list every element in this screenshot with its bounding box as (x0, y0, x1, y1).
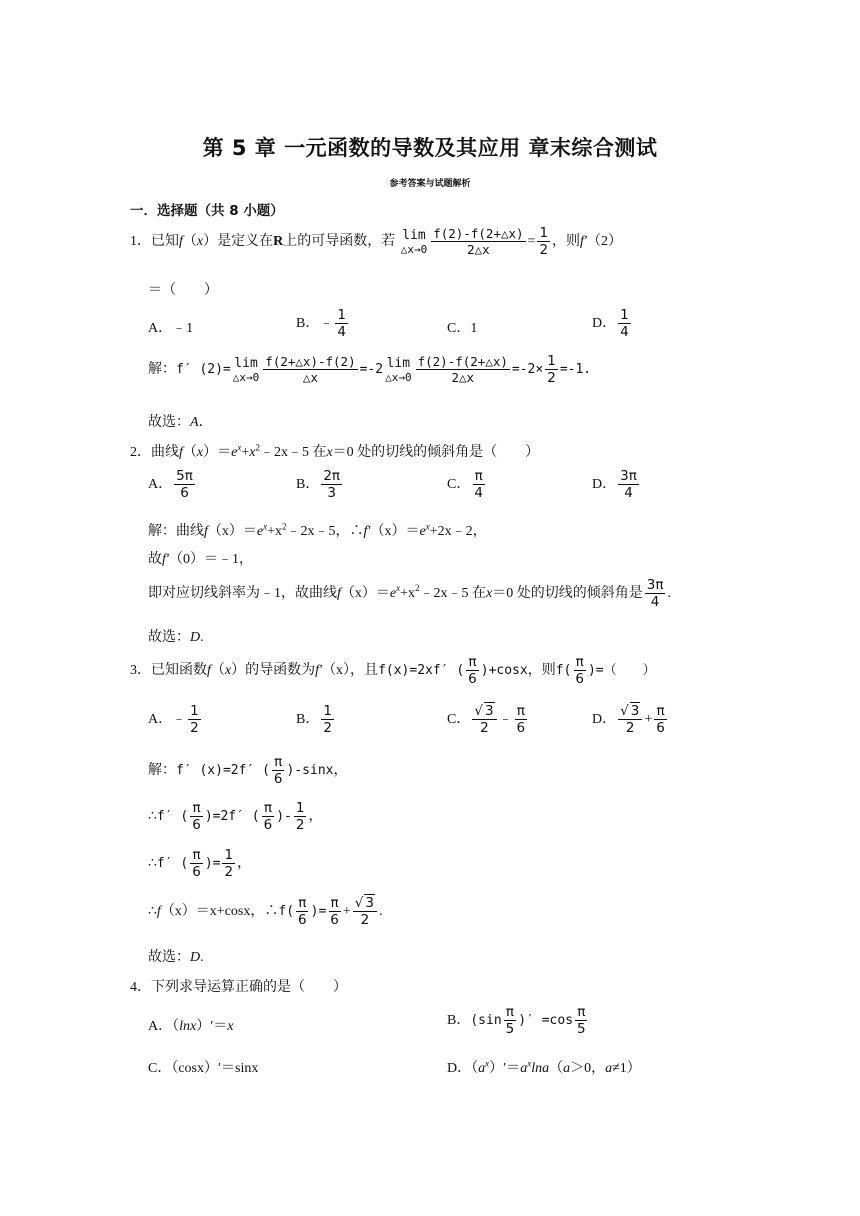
option-text: ＞0， (570, 1061, 606, 1076)
q2-e: e (231, 445, 238, 460)
frac-num: f(2)-f(2+△x) (433, 226, 524, 242)
sol-text: + (342, 903, 351, 919)
frac-den: △x (302, 370, 318, 386)
sol-text: f′ ( (156, 855, 189, 871)
frac-num: √ 3 (353, 896, 377, 912)
sol-exp: x (396, 583, 401, 594)
lim-word: lim (386, 355, 411, 371)
solution-label: 解： (148, 762, 176, 778)
option-label: C． (447, 711, 471, 727)
sqrt-radicand: 3 (484, 703, 494, 719)
lim-word: lim (402, 227, 426, 243)
q3-solution-line4 (148, 896, 382, 927)
frac-num: 1 (190, 703, 199, 719)
frac-num: π (274, 754, 283, 770)
q3-solution-line2 (148, 801, 322, 832)
frac-num: √ 3 (472, 704, 496, 720)
q2-solution-line3 (148, 578, 671, 609)
sol-frac (222, 848, 235, 879)
frac-num: π (656, 703, 665, 719)
frac-den: 6 (192, 817, 201, 834)
frac-den: 4 (624, 485, 633, 502)
frac-den: 6 (656, 720, 665, 737)
sol-text: +x (267, 524, 283, 539)
option-exp: x (527, 1058, 532, 1069)
q3-expr: f( (555, 662, 572, 678)
frac-den: 2 (480, 720, 489, 737)
frac-num: √ 3 (618, 704, 642, 720)
option-text: A．（ (148, 1019, 180, 1034)
option-frac (575, 1005, 588, 1036)
sol-frac (645, 578, 666, 609)
sol-f: f (337, 585, 341, 601)
frac-num: 5π (176, 468, 193, 484)
frac-den: 2△x (467, 242, 490, 258)
q3-answer (148, 946, 204, 966)
frac-den: 6 (575, 671, 584, 688)
sol-text: =-1. (559, 361, 592, 377)
option-frac (472, 704, 496, 735)
q2-text: + (241, 445, 250, 460)
page-title: 第 5 章 一元函数的导数及其应用 章末综合测试 (202, 136, 658, 160)
sol-limit (233, 357, 260, 383)
sol-text: （x）＝ (207, 524, 257, 539)
frac-den: 2 (360, 912, 370, 929)
frac-num: f(2+△x)-f(2) (265, 354, 356, 370)
option-label: B． (296, 711, 320, 727)
q4-option-b (447, 1005, 590, 1036)
sol-frac (328, 896, 341, 927)
q1-R: R (273, 233, 284, 249)
q2-exp: x (237, 442, 242, 453)
q1-answer (148, 411, 213, 431)
q3-option-a (148, 704, 203, 735)
lim-sub: △x→0 (385, 370, 412, 384)
q3-text: 3．已知函数 (130, 662, 207, 678)
sol-text: 故 (148, 552, 162, 567)
q3-text: ，则 (527, 662, 556, 678)
q2-text: 2．曲线 (130, 445, 179, 460)
answer-end: . (200, 950, 204, 965)
q3-expr: f(x)=2xf′ ( (378, 662, 465, 678)
option-label: B． (447, 1012, 471, 1028)
option-frac (321, 469, 342, 500)
sol-text: f′ (2)= (176, 361, 231, 377)
frac-den: 4 (337, 324, 346, 341)
sol-text: ， (237, 855, 252, 871)
option-math: a (605, 1061, 613, 1076)
q2-x: x (326, 445, 333, 460)
frac-num: π (192, 847, 201, 863)
q3-f: f (207, 662, 211, 678)
sol-e: e (389, 585, 397, 601)
lim-sub: △x→0 (400, 242, 428, 256)
q1-text: 上的可导函数，若 (283, 233, 396, 249)
q1-text: （ (182, 233, 197, 249)
sol-text: 即对应切线斜率为﹣1，故曲线 (148, 585, 337, 601)
option-label: D． (592, 711, 617, 727)
q2-text: ﹣2x﹣5 在 (259, 445, 327, 460)
frac-den: 2 (625, 720, 635, 737)
q1-option-a: A．﹣1 (148, 321, 194, 336)
sol-frac (296, 896, 309, 927)
frac-num: 1 (620, 307, 629, 323)
q2-f: f (179, 445, 183, 460)
option-math: lna (531, 1061, 550, 1076)
frac-den: 2 (190, 720, 199, 737)
frac-num: 1 (337, 307, 346, 323)
q3-x: x (224, 662, 232, 678)
q3-expr: )+cosx (480, 662, 528, 678)
q1-text: （2） (587, 233, 622, 249)
frac-den: 2 (224, 864, 234, 881)
q2-x: x (196, 445, 204, 460)
answer-end: ． (198, 415, 213, 430)
sol-text: 解：曲线 (148, 524, 204, 539)
option-frac (188, 704, 201, 735)
frac-den: 3 (327, 485, 336, 502)
frac-den: 2 (547, 370, 556, 387)
frac-num: π (505, 1004, 515, 1020)
sol-text: （0）＝﹣1， (168, 552, 253, 567)
option-frac (618, 704, 642, 735)
q3-text: ）的导函数为 (231, 662, 316, 678)
q4-option-c: C．（cosx）′＝sinx (148, 1061, 259, 1076)
sol-fprime: f′ (162, 552, 169, 567)
frac-num: 1 (323, 703, 332, 719)
q4-option-a (148, 1015, 234, 1035)
frac-den: 6 (468, 671, 477, 688)
q2-stem (130, 441, 539, 461)
q3-text: （x），且 (322, 662, 379, 678)
option-exp: x (485, 1058, 490, 1069)
answer-label: 故选： (148, 950, 190, 965)
q3-stem (130, 655, 656, 686)
sol-text: ＝0 处的切线的倾斜角是 (492, 585, 643, 601)
q3-option-d (592, 704, 669, 735)
frac-den: 2△x (451, 370, 475, 386)
q1-text: ）是定义在 (203, 233, 274, 249)
sol-f: f (156, 903, 161, 919)
frac-den: 2 (539, 242, 549, 259)
answer-label: 故选： (148, 415, 190, 430)
q2-text: ）＝ (203, 445, 232, 460)
frac-den: 6 (273, 771, 283, 788)
q2-exp: 2 (255, 442, 260, 453)
option-math: x (227, 1019, 234, 1034)
sol-frac (190, 848, 203, 879)
q4-stem: 4．下列求导运算正确的是（ ） (130, 980, 347, 995)
frac-num: 1 (295, 800, 305, 816)
sol-exp: 2 (282, 521, 287, 532)
sol-text: . (667, 585, 671, 601)
q3-option-c (447, 704, 529, 735)
sol-text: . (378, 903, 383, 919)
sol-fprime: f′ (363, 524, 371, 539)
option-label: B． (296, 476, 320, 492)
q2-answer (148, 626, 204, 646)
sol-x: x (486, 585, 493, 601)
frac-num: 3π (620, 468, 637, 484)
frac-num: π (192, 800, 201, 816)
sol-text: ， (333, 762, 348, 778)
sol-text: )- (276, 808, 292, 824)
q2-option-d (592, 469, 641, 500)
option-label: D． (592, 315, 617, 331)
option-text: ）′＝ (489, 1061, 521, 1076)
sol-text: +x (400, 585, 416, 601)
option-frac (618, 469, 639, 500)
sol-exp: x (425, 521, 430, 532)
frac-den: 6 (516, 720, 526, 737)
q1-eq: = (527, 233, 536, 249)
frac-den: 2 (295, 817, 305, 834)
sol-fraction (416, 355, 510, 384)
frac-num: 2π (323, 468, 341, 484)
option-label: A． (148, 476, 173, 492)
option-frac (504, 1005, 517, 1036)
q1-option-c: C．1 (447, 321, 478, 336)
option-math: a (520, 1061, 528, 1076)
sol-half (545, 354, 558, 385)
q1-stem (130, 226, 622, 257)
frac-den: 6 (330, 912, 339, 929)
sol-text: （x）＝ (340, 585, 390, 601)
q2-option-a (148, 469, 197, 500)
option-sign: + (644, 711, 653, 727)
sol-limit (385, 357, 412, 383)
q1-fraction (431, 227, 525, 256)
option-text: D．（ (447, 1061, 479, 1076)
option-frac (321, 704, 334, 735)
q3-option-b (296, 704, 336, 735)
option-math: lnx (179, 1019, 197, 1034)
sol-text: f( (278, 903, 295, 919)
frac-den: 2 (323, 720, 332, 737)
q2-option-b (296, 469, 344, 500)
q1-fprime: f′ (580, 233, 587, 249)
q1-stem-cont: ＝（ ） (148, 283, 218, 298)
q3-solution-line3 (148, 848, 251, 879)
sol-text: )= (310, 903, 327, 919)
answer-label: 故选： (148, 630, 190, 645)
option-label: C． (447, 476, 471, 492)
q1-option-b (296, 308, 350, 339)
lim-sub: △x→0 (232, 370, 260, 384)
frac-num: 3π (646, 577, 664, 593)
answer-choice: D (190, 950, 201, 965)
frac-den: 4 (620, 324, 629, 341)
sol-therefore: ∴ (148, 808, 157, 824)
sol-fraction (263, 355, 357, 384)
frac-num: 1 (547, 353, 556, 369)
sol-text: =-2× (511, 361, 544, 377)
frac-num: π (330, 895, 339, 911)
frac-num: π (468, 654, 477, 670)
sol-text: ﹣2x﹣5，∴ (286, 524, 364, 539)
sol-text: f′ ( (156, 808, 189, 824)
frac-num: 1 (539, 225, 549, 241)
q1-x: x (196, 233, 204, 249)
sol-e: e (419, 524, 426, 539)
sol-text: )-sinx (286, 762, 334, 778)
option-math: a (563, 1061, 571, 1076)
answer-choice: D (190, 630, 201, 645)
option-frac (618, 308, 631, 339)
q2-text: ＝0 处的切线的倾斜角是（ ） (332, 445, 540, 460)
option-math: (sin (470, 1012, 502, 1028)
page-subtitle: 参考答案与试题解析 (389, 179, 471, 189)
frac-num: π (474, 468, 483, 484)
frac-den: 4 (650, 594, 660, 611)
option-frac (174, 469, 195, 500)
frac-num: π (298, 895, 307, 911)
sol-text: f′ (x)=2f′ ( (176, 762, 270, 778)
frac-den: 6 (298, 912, 307, 929)
frac-den: 5 (577, 1021, 586, 1038)
sol-f: f (204, 524, 208, 539)
option-text: ）′＝ (196, 1019, 228, 1034)
option-text: （ (549, 1061, 564, 1076)
sol-frac (190, 801, 203, 832)
frac-num: f(2)-f(2+△x) (417, 354, 508, 370)
answer-choice: A (190, 415, 199, 430)
q2-text: （ (182, 445, 197, 460)
option-sign: ﹣ (319, 315, 334, 331)
answer-end: . (200, 630, 204, 645)
sol-text: ﹣2x﹣5 在 (419, 585, 487, 601)
sol-therefore: ∴ (148, 903, 157, 919)
q3-expr: )=（ ） (587, 662, 656, 678)
frac-den: 5 (505, 1021, 515, 1038)
frac-den: 6 (180, 485, 189, 502)
option-text: ≠1） (612, 1061, 641, 1076)
frac-den: 4 (474, 485, 483, 502)
option-sign: ﹣ (498, 711, 513, 727)
q1-text: ，则 (552, 233, 581, 249)
q2-solution-line2 (148, 548, 253, 568)
sol-frac (294, 801, 307, 832)
q1-option-d (592, 308, 633, 339)
option-frac (515, 704, 528, 735)
q1-limit (401, 229, 428, 255)
q2-x: x (249, 445, 256, 460)
sol-text: )= (204, 855, 221, 871)
lim-word: lim (234, 355, 258, 371)
option-label: A． (148, 711, 173, 727)
sol-exp: x (263, 521, 268, 532)
q4-option-d (447, 1057, 641, 1077)
q2-solution-line1 (148, 520, 487, 540)
q3-pi-frac (466, 655, 479, 686)
sol-text: )=2f′ ( (204, 808, 260, 824)
option-label: B． (296, 315, 320, 331)
frac-den: 6 (192, 864, 201, 881)
section-heading: 一．选择题（共 8 小题） (130, 203, 284, 219)
q3-text: （ (210, 662, 225, 678)
option-math: a (478, 1061, 486, 1076)
q1-f: f (179, 233, 183, 249)
sol-exp: 2 (415, 583, 420, 594)
option-frac (472, 469, 485, 500)
sol-text: +2x﹣2， (429, 524, 487, 539)
q1-half (537, 226, 550, 257)
q1-text: 1．已知 (130, 233, 179, 249)
sol-frac (262, 801, 275, 832)
sol-e: e (256, 524, 264, 539)
q1-solution (148, 354, 591, 385)
q2-option-c (447, 469, 487, 500)
sol-text: （x）＝x+cosx，∴ (160, 903, 279, 919)
q3-solution-line1 (148, 755, 347, 786)
sol-text: ， (308, 808, 323, 824)
sqrt-radicand: 3 (630, 703, 640, 719)
frac-num: 1 (224, 847, 234, 863)
sqrt-radicand: 3 (365, 895, 374, 911)
sol-frac (272, 755, 285, 786)
sol-text: =-2 (359, 361, 384, 377)
frac-num: π (516, 703, 525, 719)
q3-pi-frac (573, 655, 586, 686)
frac-den: 6 (263, 817, 273, 834)
frac-num: π (577, 1004, 586, 1020)
option-sign: ﹣ (172, 711, 187, 727)
sol-therefore: ∴ (148, 855, 157, 871)
q3-fprime: f′ (315, 662, 323, 678)
option-math: )′ =cos (518, 1012, 574, 1028)
frac-num: π (575, 654, 584, 670)
sol-text: （x）＝ (370, 524, 420, 539)
frac-num: π (263, 800, 272, 816)
option-frac (335, 308, 348, 339)
option-label: D． (592, 476, 617, 492)
solution-label: 解： (148, 361, 176, 377)
option-frac (654, 704, 667, 735)
sol-frac (353, 896, 377, 927)
